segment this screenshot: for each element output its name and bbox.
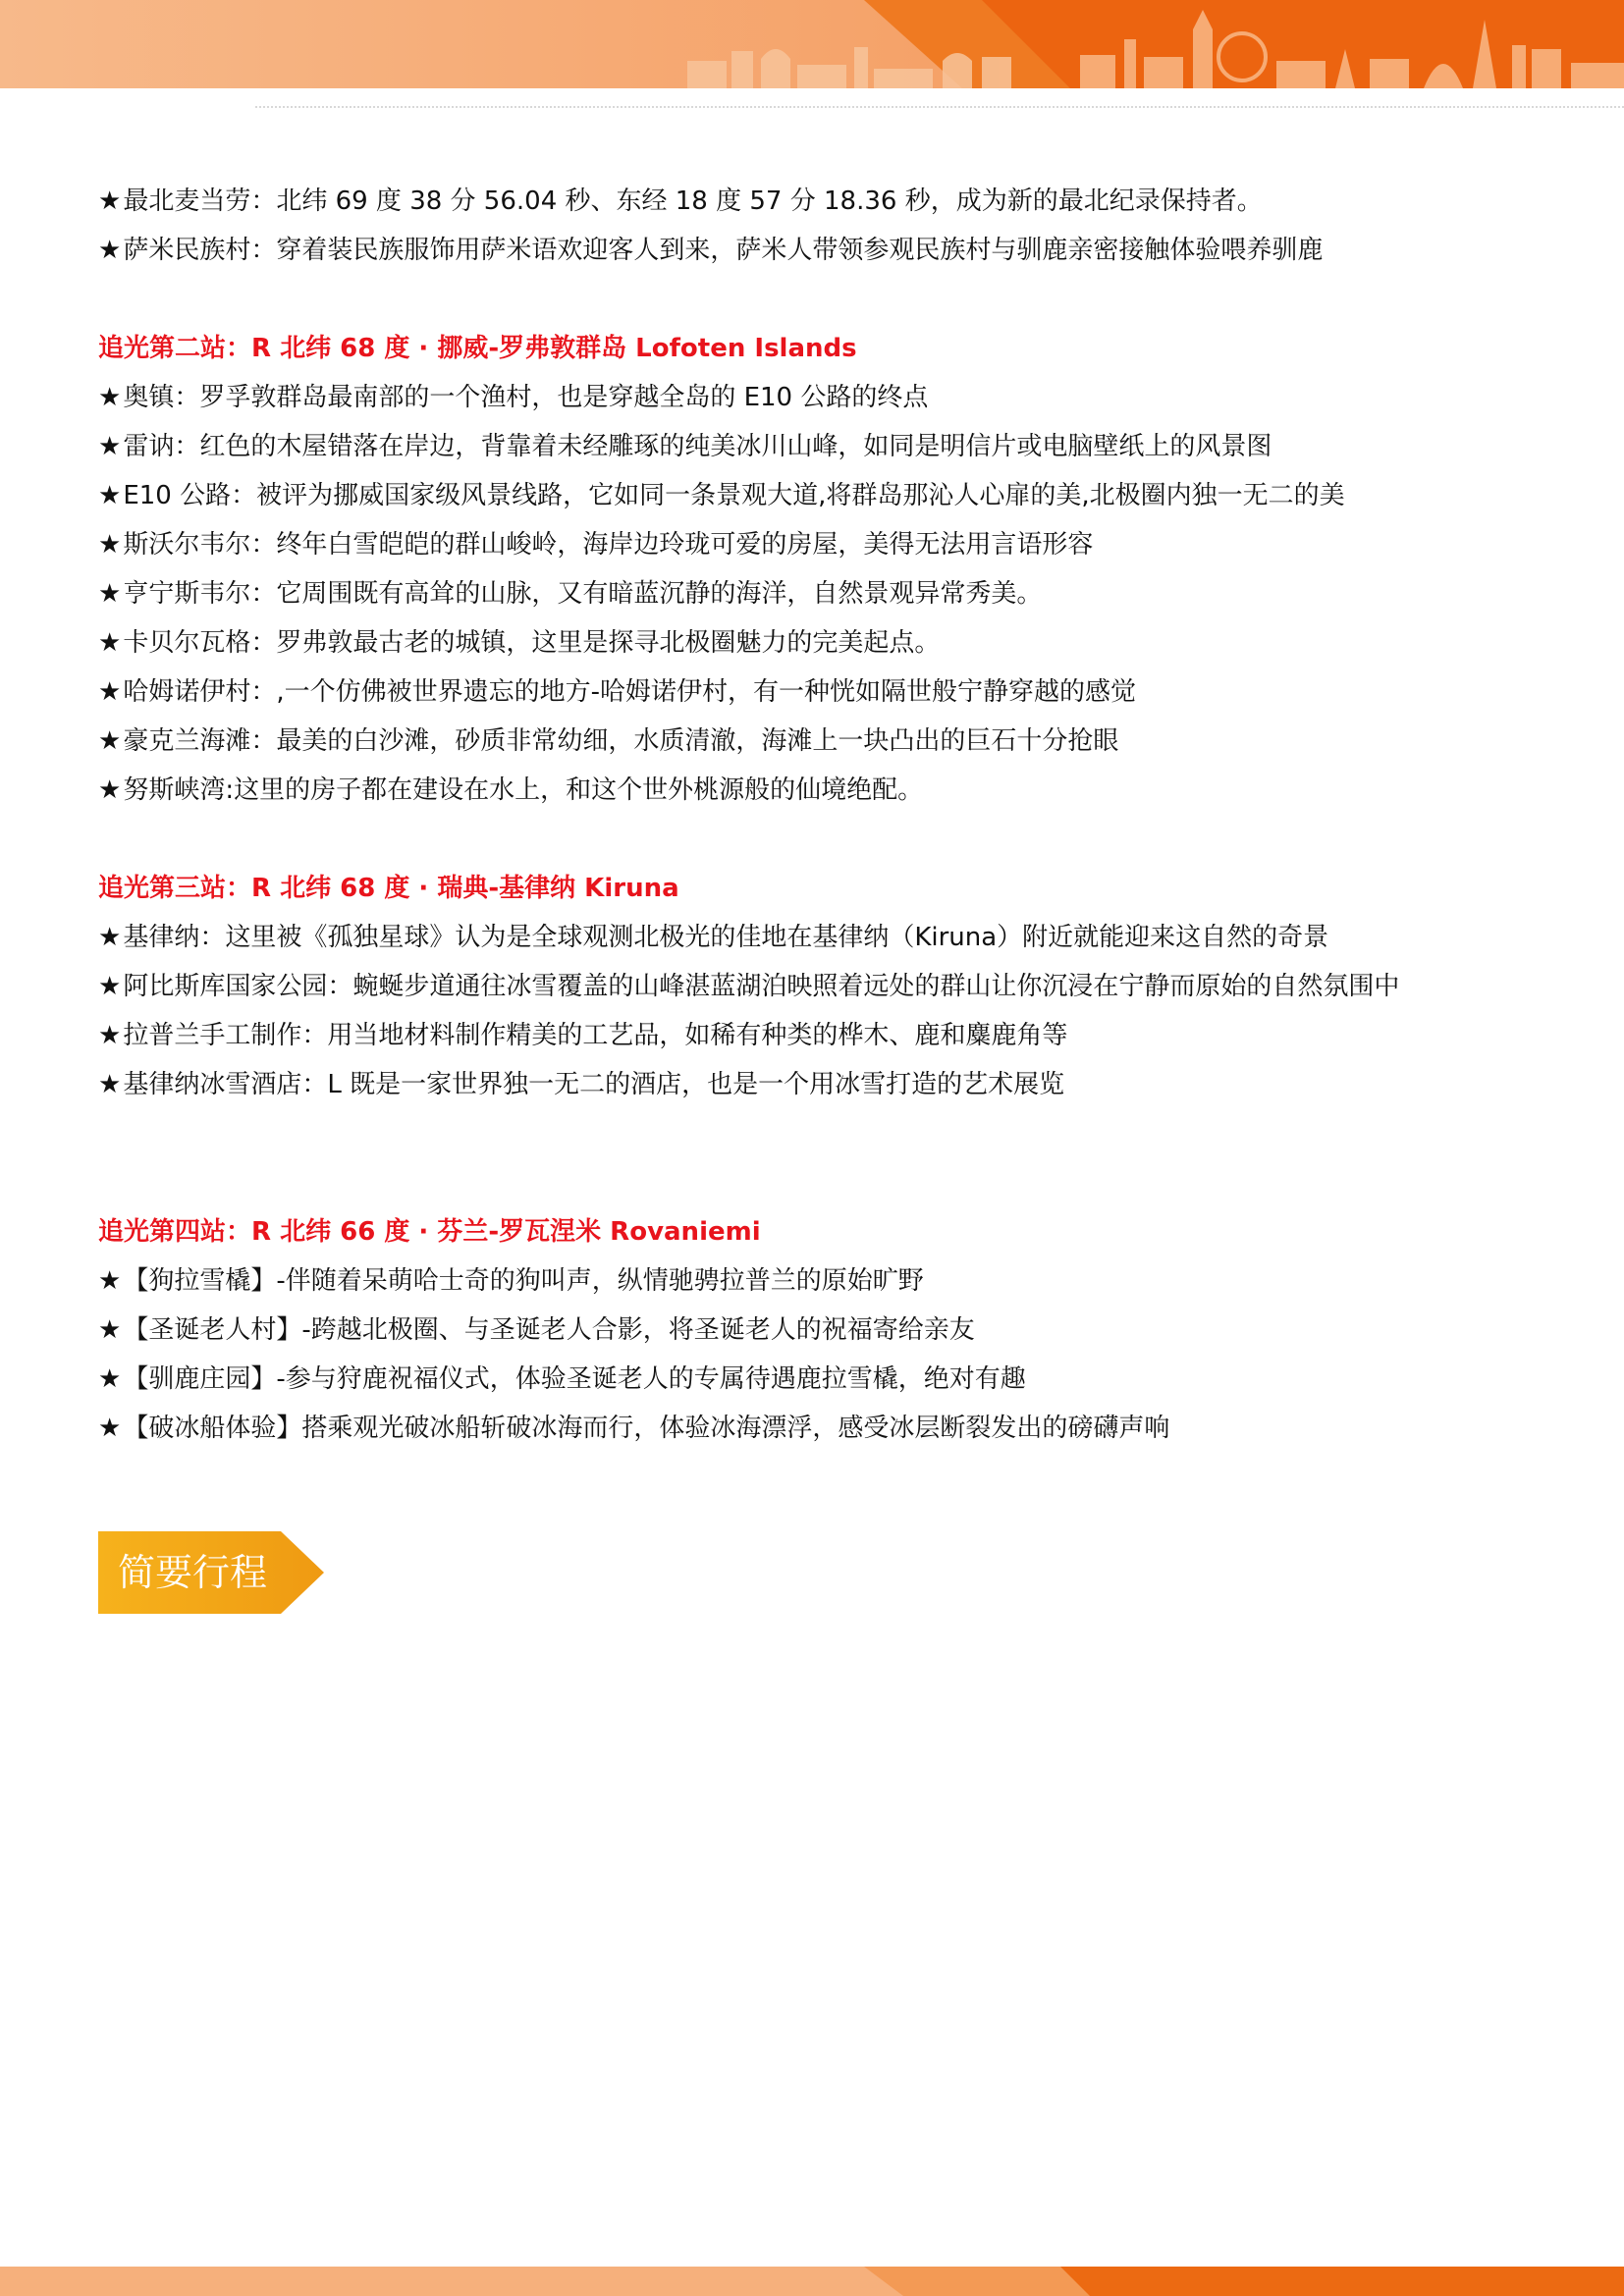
list-item: ★最北麦当劳：北纬 69 度 38 分 56.04 秒、东经 18 度 57 分 18.36 秒，成为新的最北纪录保持者。 xyxy=(98,187,1263,216)
list-item: ★【破冰船体验】搭乘观光破冰船斩破冰海而行，体验冰海漂浮，感受冰层断裂发出的磅礴声响 xyxy=(98,1414,1170,1443)
star-icon: ★ xyxy=(98,677,122,707)
star-icon: ★ xyxy=(98,628,122,658)
list-item: ★【驯鹿庄园】-参与狩鹿祝福仪式，体验圣诞老人的专属待遇鹿拉雪橇，绝对有趣 xyxy=(98,1364,1026,1394)
star-icon: ★ xyxy=(98,1414,122,1443)
section-badge xyxy=(98,1531,324,1614)
star-icon: ★ xyxy=(98,1315,122,1345)
star-icon: ★ xyxy=(98,726,122,756)
star-icon: ★ xyxy=(98,481,122,510)
star-icon: ★ xyxy=(98,187,122,216)
list-item: ★阿比斯库国家公园：蜿蜒步道通往冰雪覆盖的山峰湛蓝湖泊映照着远处的群山让你沉浸在宁静而原始的自然氛围中 xyxy=(98,972,1400,1001)
list-item: ★基律纳冰雪酒店：L 既是一家世界独一无二的酒店，也是一个用冰雪打造的艺术展览 xyxy=(98,1070,1065,1099)
itinerary-content xyxy=(98,177,1551,1453)
list-item: ★雷讷：红色的木屋错落在岸边，背靠着未经雕琢的纯美冰川山峰，如同是明信片或电脑壁纸上的风景图 xyxy=(98,432,1272,461)
star-icon: ★ xyxy=(98,383,122,412)
section-title-stop-3: 追光第三站：R 北纬 68 度 · 瑞典-基律纳 Kiruna xyxy=(98,874,679,903)
star-icon: ★ xyxy=(98,530,122,560)
star-icon: ★ xyxy=(98,1364,122,1394)
list-item: ★卡贝尔瓦格：罗弗敦最古老的城镇，这里是探寻北极圈魅力的完美起点。 xyxy=(98,628,941,658)
list-item: ★拉普兰手工制作：用当地材料制作精美的工艺品，如稀有种类的桦木、鹿和麋鹿角等 xyxy=(98,1021,1068,1050)
list-item: ★努斯峡湾:这里的房子都在建设在水上，和这个世外桃源般的仙境绝配。 xyxy=(98,775,924,805)
badge-label: 简要行程 xyxy=(118,1551,268,1594)
list-item: ★E10 公路：被评为挪威国家级风景线路，它如同一条景观大道,将群岛那沁人心扉的美,北极圈内独一无二的美 xyxy=(98,481,1345,510)
footer-banner xyxy=(0,2267,1624,2296)
star-icon: ★ xyxy=(98,972,122,1001)
star-icon: ★ xyxy=(98,1021,122,1050)
section-title-stop-2: 追光第二站：R 北纬 68 度 · 挪威-罗弗敦群岛 Lofoten Islands xyxy=(98,334,857,363)
list-item: ★奥镇：罗孚敦群岛最南部的一个渔村，也是穿越全岛的 E10 公路的终点 xyxy=(98,383,929,412)
list-item: ★基律纳：这里被《孤独星球》认为是全球观测北极光的佳地在基律纳（Kiruna）附近就能迎来这自然的奇景 xyxy=(98,923,1329,952)
section-title-stop-4: 追光第四站：R 北纬 66 度 · 芬兰-罗瓦涅米 Rovaniemi xyxy=(98,1217,761,1247)
star-icon: ★ xyxy=(98,579,122,609)
header-banner xyxy=(0,0,1624,88)
list-item: ★【圣诞老人村】-跨越北极圈、与圣诞老人合影，将圣诞老人的祝福寄给亲友 xyxy=(98,1315,975,1345)
list-item: ★斯沃尔韦尔：终年白雪皑皑的群山峻岭，海岸边玲珑可爱的房屋，美得无法用言语形容 xyxy=(98,530,1094,560)
list-item: ★豪克兰海滩：最美的白沙滩，砂质非常幼细，水质清澈，海滩上一块凸出的巨石十分抢眼 xyxy=(98,726,1119,756)
star-icon: ★ xyxy=(98,1266,122,1296)
header-divider xyxy=(255,106,1624,108)
list-item: ★萨米民族村：穿着装民族服饰用萨米语欢迎客人到来，萨米人带领参观民族村与驯鹿亲密接触体验喂养驯鹿 xyxy=(98,236,1324,265)
star-icon: ★ xyxy=(98,1070,122,1099)
star-icon: ★ xyxy=(98,775,122,805)
list-item: ★【狗拉雪橇】-伴随着呆萌哈士奇的狗叫声，纵情驰骋拉普兰的原始旷野 xyxy=(98,1266,924,1296)
list-item: ★哈姆诺伊村：,一个仿佛被世界遗忘的地方-哈姆诺伊村，有一种恍如隔世般宁静穿越的感觉 xyxy=(98,677,1136,707)
star-icon: ★ xyxy=(98,923,122,952)
star-icon: ★ xyxy=(98,236,122,265)
star-icon: ★ xyxy=(98,432,122,461)
list-item: ★亨宁斯韦尔：它周围既有高耸的山脉，又有暗蓝沉静的海洋，自然景观异常秀美。 xyxy=(98,579,1043,609)
